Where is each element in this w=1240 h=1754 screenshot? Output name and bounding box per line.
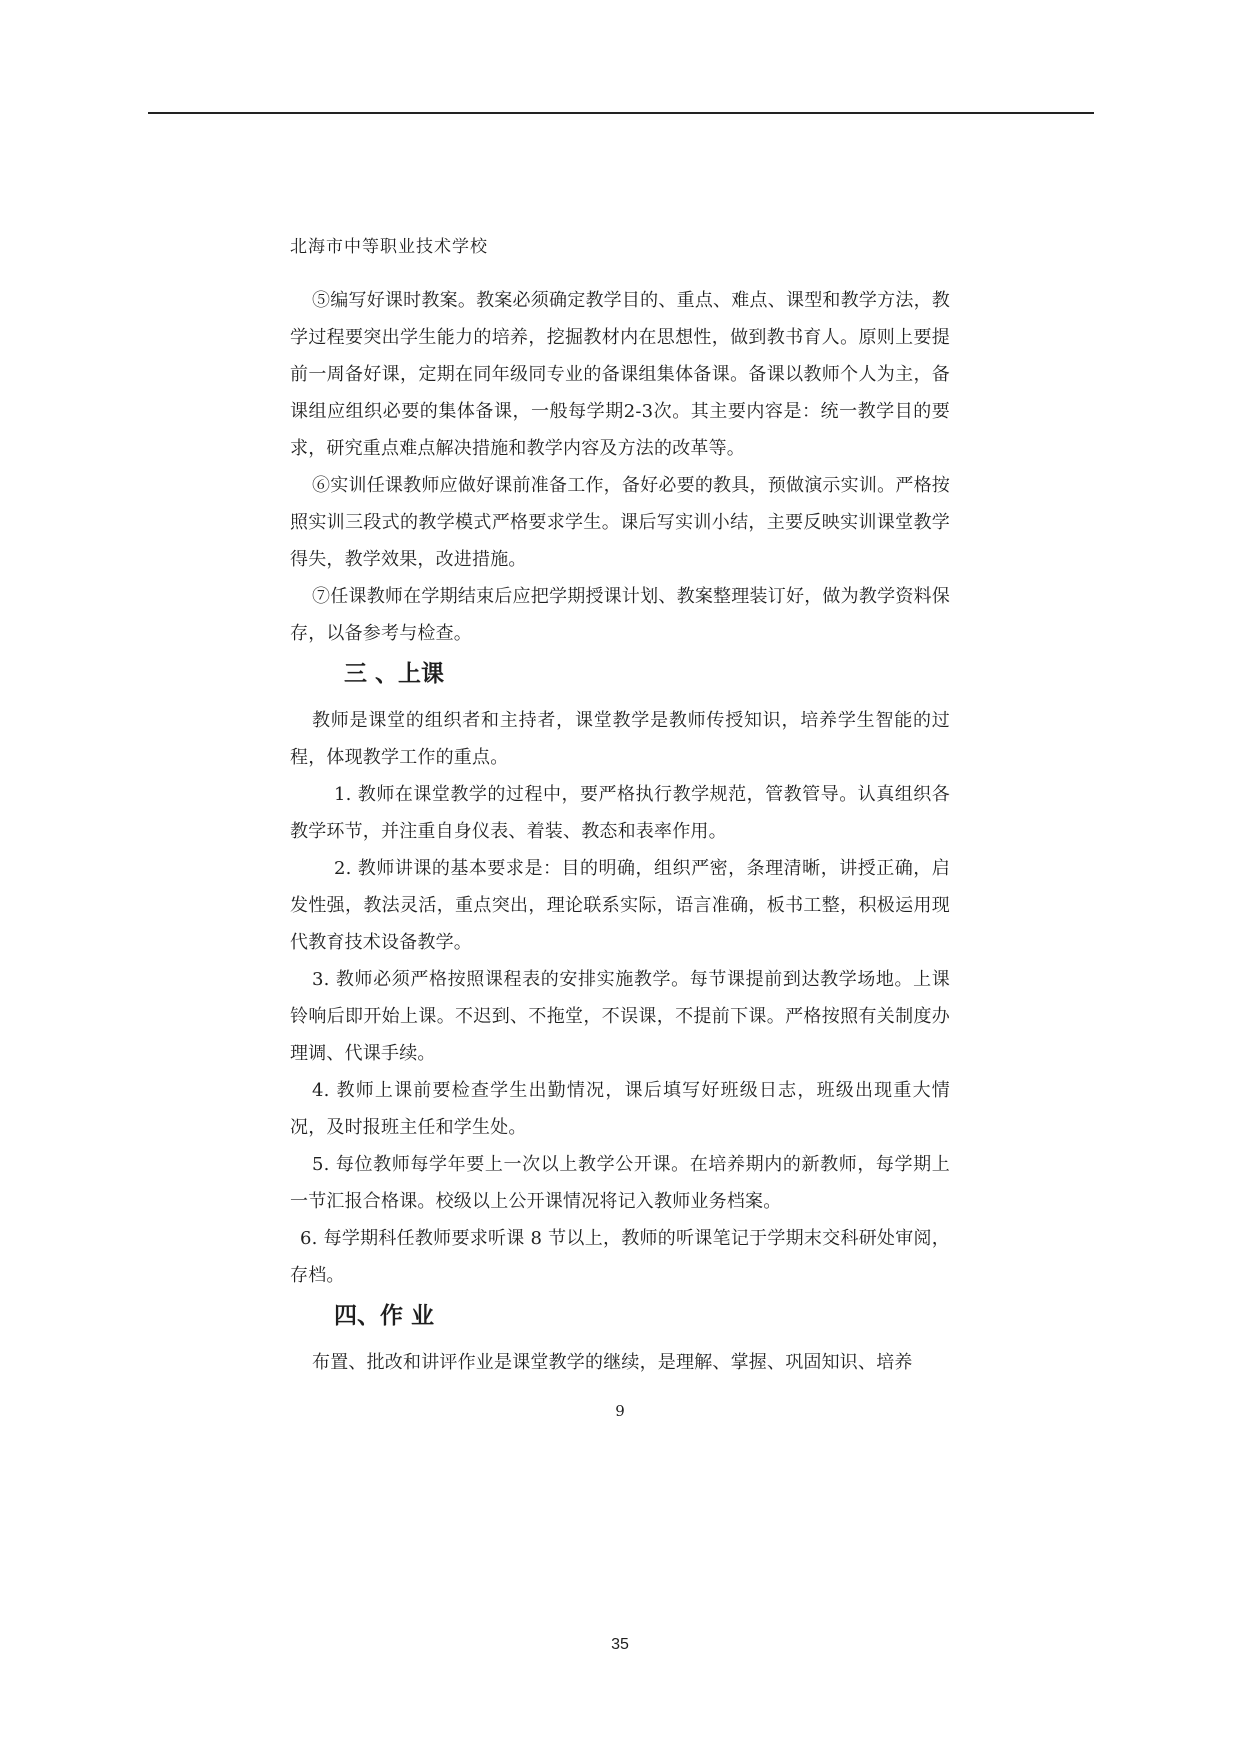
- paragraph-class-item-3: 3. 教师必须严格按照课程表的安排实施教学。每节课提前到达教学场地。上课铃响后即开始上课。不迟到、不拖堂，不误课，不提前下课。严格按照有关制度办理调、代课手续。: [290, 969, 950, 1064]
- top-rule: [148, 112, 1094, 114]
- paragraph-practical-training: ⑥实训任课教师应做好课前准备工作，备好必要的教具，预做演示实训。严格按照实训三段式的教学模式严格要求学生。课后写实训小结，主要反映实训课堂教学得失，教学效果，改进措施。: [290, 475, 950, 570]
- section-heading-homework: 四、作 业: [334, 1303, 435, 1329]
- section-lesson-plans: [290, 282, 950, 652]
- paragraph-lesson-plan: ⑤编写好课时教案。教案必须确定教学目的、重点、难点、课型和教学方法，教学过程要突出学生能力的培养，挖掘教材内在思想性，做到教书育人。原则上要提前一周备好课，定期在同年级同专业的备课组集体备课。备课以教师个人为主，备课组应组织必要的集体备课，一般每学期2-3次。其主要内容是：统一教学目的要求，研究重点难点解决措施和教学内容及方法的改革等。: [290, 290, 950, 459]
- section-class: [290, 702, 950, 1294]
- section-homework: [290, 1344, 950, 1381]
- paragraph-class-item-2: 2. 教师讲课的基本要求是：目的明确，组织严密，条理清晰，讲授正确，启发性强，教法灵活，重点突出，理论联系实际，语言准确，板书工整，积极运用现代教育技术设备教学。: [290, 858, 950, 953]
- paragraph-class-item-5: 5. 每位教师每学年要上一次以上教学公开课。在培养期内的新教师，每学期上一节汇报合格课。校级以上公开课情况将记入教师业务档案。: [290, 1154, 950, 1212]
- document-header: 北海市中等职业技术学校: [290, 237, 488, 257]
- section-heading-class: 三 、上课: [344, 661, 445, 687]
- paragraph-class-intro: 教师是课堂的组织者和主持者，课堂教学是教师传授知识，培养学生智能的过程，体现教学工作的重点。: [290, 710, 950, 768]
- heading-section-4: [334, 1294, 994, 1338]
- paragraph-semester-end: ⑦任课教师在学期结束后应把学期授课计划、教案整理装订好，做为教学资料保存，以备参考与检查。: [290, 586, 950, 644]
- heading-section-3: [344, 652, 1004, 696]
- paragraph-class-item-4: 4. 教师上课前要检查学生出勤情况，课后填写好班级日志，班级出现重大情况，及时报班主任和学生处。: [290, 1080, 950, 1138]
- inner-page-number: 9: [615, 1402, 625, 1420]
- paragraph-class-item-6: 6. 每学期科任教师要求听课 8 节以上，教师的听课笔记于学期末交科研处审阅，存档。: [290, 1228, 950, 1286]
- outer-page-number: 35: [611, 1636, 629, 1653]
- paragraph-class-item-1: 1. 教师在课堂教学的过程中，要严格执行教学规范，管教管导。认真组织各教学环节，并注重自身仪表、着装、教态和表率作用。: [290, 784, 950, 842]
- paragraph-homework: 布置、批改和讲评作业是课堂教学的继续，是理解、掌握、巩固知识、培养: [312, 1352, 913, 1373]
